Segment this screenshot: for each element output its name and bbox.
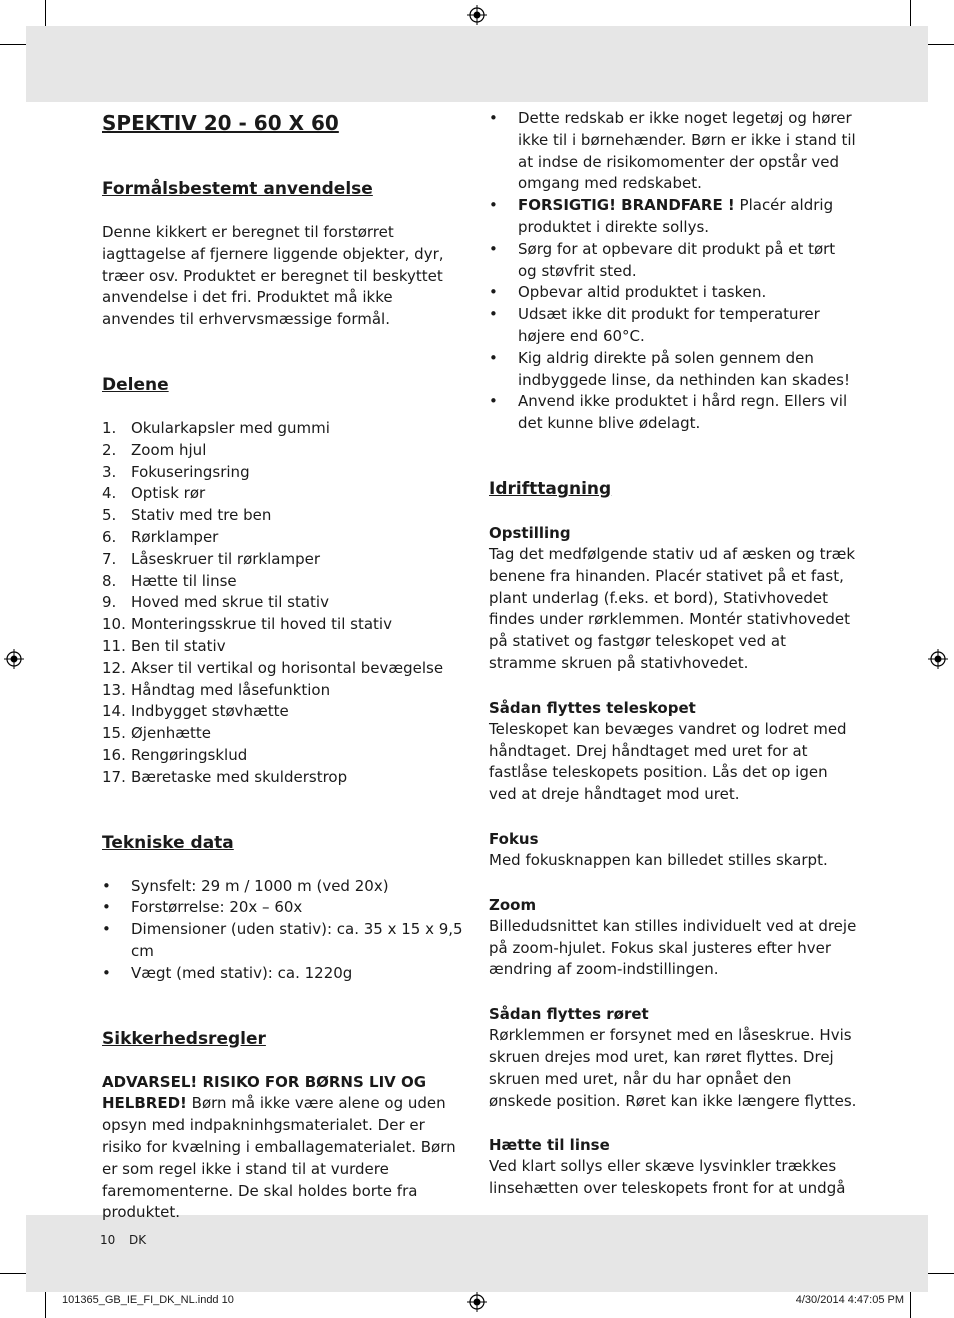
heading-parts: Delene	[102, 374, 169, 395]
list-item: • Anvend ikke produktet i hård regn. Ellers vil det kunne blive ødelagt.	[489, 392, 848, 433]
list-item: 7. Låseskruer til rørklamper	[102, 549, 321, 568]
subheading: Hætte til linse	[489, 1136, 610, 1155]
warning-text: Børn må ikke være alene og uden opsyn med indpakninhgsmaterialet. Der er risiko for kvælning i emballagematerialet. Børn er som regel ikke i stand til at vurdere faremomenterne. De skal holdes borte fra produktet.	[102, 1094, 456, 1222]
list-item: • Udsæt ikke dit produkt for temperaturer højere end 60°C.	[489, 305, 820, 345]
crop-mark	[45, 1292, 46, 1318]
list-item: • Kig aldrig direkte på solen gennem den indbyggede linse, da nethinden kan skades!	[489, 348, 851, 389]
page-number: 10	[100, 1233, 116, 1247]
heading-safety: Sikkerhedsregler	[102, 1028, 266, 1049]
list-item: • FORSIGTIG! BRANDFARE ! Placér aldrig produktet i direkte sollys.	[489, 196, 834, 236]
list-item: • Forstørrelse: 20x – 60x	[102, 898, 303, 917]
subsection-text: Billedudsnittet kan stilles individuelt ved at dreje på zoom-hjulet. Fokus skal justeres efter hver ændring af zoom-indstillingen.	[489, 916, 857, 979]
registration-mark-icon	[928, 649, 948, 669]
list-item: 4. Optisk rør	[102, 484, 206, 503]
subheading: Opstilling	[489, 523, 571, 542]
subheading: Sådan flyttes teleskopet	[489, 698, 696, 717]
list-item: 3. Fokuseringsring	[102, 462, 250, 481]
operation-subsection	[489, 828, 857, 872]
subsection-text: Rørklemmen er forsynet med en låseskrue. Hvis skruen drejes mod uret, kan røret flyttes. Drej skruen med uret, når du har opnået den ønskede position. Røret kan ikke længere flyttes.	[489, 1026, 857, 1110]
crop-mark	[0, 1273, 26, 1274]
list-item: 5. Stativ med tre ben	[102, 506, 272, 525]
subsection-text: Med fokusknappen kan billedet stilles skarpt.	[489, 850, 828, 869]
technical-data-list	[102, 876, 466, 985]
list-item: • Dimensioner (uden stativ): ca. 35 x 15 x 9,5 cm	[102, 920, 463, 960]
list-item: 14. Indbygget støvhætte	[102, 702, 289, 721]
operation-subsection	[489, 894, 857, 981]
list-item: 8. Hætte til linse	[102, 571, 237, 590]
crop-mark	[0, 44, 26, 45]
list-item: 16. Rengøringsklud	[102, 745, 248, 764]
subsection-text: Ved klart sollys eller skæve lysvinkler trækkes linsehætten over teleskopets front for at undgå	[489, 1157, 846, 1198]
safety-list	[489, 108, 857, 435]
print-slug-date: 4/30/2014 4:47:05 PM	[795, 1294, 904, 1306]
registration-mark-icon	[4, 649, 24, 669]
crop-mark	[45, 0, 46, 26]
list-item: 2. Zoom hjul	[102, 440, 207, 459]
heading-intended-use: Formålsbestemt anvendelse	[102, 179, 373, 199]
registration-mark-icon	[467, 1292, 487, 1312]
footer-band	[26, 1215, 928, 1292]
list-item: 13. Håndtag med låsefunktion	[102, 680, 331, 699]
operation-subsection	[489, 1134, 857, 1200]
list-item: 9. Hoved med skrue til stativ	[102, 593, 329, 612]
operation-subsection	[489, 697, 857, 806]
list-item: 12. Akser til vertikal og horisontal bevægelse	[102, 658, 444, 677]
intended-use-text: Denne kikkert er beregnet til forstørret iagttagelse af fjernere liggende objekter, dyr, træer osv. Produktet er beregnet til beskyttet anvendelse i det fri. Produktet må ikke anvendes til erhvervsmæssige formål.	[102, 223, 444, 329]
subheading: Zoom	[489, 895, 537, 914]
list-item: 6. Rørklamper	[102, 527, 219, 546]
language-code: DK	[129, 1233, 147, 1247]
crop-mark	[928, 44, 954, 45]
crop-mark	[910, 0, 911, 26]
heading-technical-data: Tekniske data	[102, 832, 234, 853]
list-item: • Dette redskab er ikke noget legetøj og hører ikke til i børnehænder. Børn er ikke i stand til at indse de risikomomenter der opstår ved omgang med redskabet.	[489, 109, 856, 193]
subheading: Sådan flyttes røret	[489, 1005, 649, 1024]
list-item: 15. Øjenhætte	[102, 724, 211, 743]
crop-mark	[928, 1273, 954, 1274]
list-item: 17. Bæretaske med skulderstrop	[102, 767, 348, 786]
subsection-text: Tag det medfølgende stativ ud af æsken og træk benene fra hinanden. Placér stativet på et fast, plant underlag (f.eks. et bord), Stativhovedet findes under rørklemmen. Montér stativhovedet på stativet og fastgør teleskopet ved at stramme skruen på stativhovedet.	[489, 544, 856, 672]
subsection-text: Teleskopet kan bevæges vandret og lodret med håndtaget. Drej håndtaget med uret for at fastlåse teleskopets position. Lås det op igen ved at dreje håndtaget mod uret.	[489, 719, 847, 804]
crop-mark	[910, 1292, 911, 1318]
warning-label: ADVARSEL! RISIKO FOR BØRNS LIV OG HELBRED!	[102, 1072, 427, 1113]
list-item: • Sørg for at opbevare dit produkt på et tørt og støvfrit sted.	[489, 239, 836, 280]
print-slug-file: 101365_GB_IE_FI_DK_NL.indd 10	[62, 1294, 234, 1306]
operation-subsection	[489, 522, 857, 675]
registration-mark-icon	[467, 5, 487, 25]
list-item: • Synsfelt: 29 m / 1000 m (ved 20x)	[102, 876, 389, 895]
heading-operation: Idrifttagning	[489, 478, 612, 499]
left-column	[102, 108, 466, 1224]
operation-subsection	[489, 1003, 857, 1112]
safety-warning	[102, 1072, 466, 1225]
list-item: • Vægt (med stativ): ca. 1220g	[102, 963, 353, 982]
parts-list	[102, 418, 466, 789]
header-band	[26, 26, 928, 102]
list-item: 11. Ben til stativ	[102, 636, 226, 655]
subheading: Fokus	[489, 829, 539, 848]
list-item: • Opbevar altid produktet i tasken.	[489, 283, 767, 302]
right-column	[489, 108, 857, 1200]
list-item: 10. Monteringsskrue til hoved til stativ	[102, 615, 392, 634]
document-title: SPEKTIV 20 - 60 X 60	[102, 111, 339, 135]
list-item: 1. Okularkapsler med gummi	[102, 418, 330, 437]
